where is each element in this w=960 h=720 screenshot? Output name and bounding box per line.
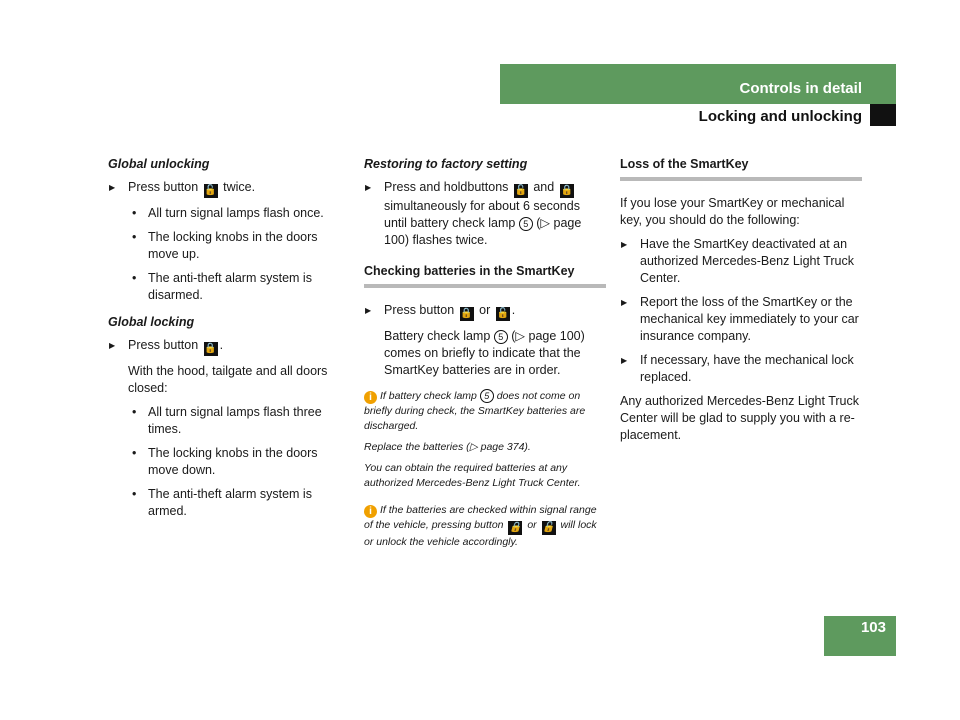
battery-check-lamp-number: 5 (494, 330, 508, 344)
info-icon: i (364, 391, 377, 404)
checking-batteries-heading: Checking batteries in the SmartKey (364, 264, 575, 278)
list-item: • The locking knobs in the doors move down. (108, 445, 348, 479)
loss-intro: If you lose your SmartKey or mechanical key, you should do the following: (620, 196, 845, 227)
unlock-icon: 🔓 (496, 308, 509, 319)
check-result-text: Battery check lamp 5 (▷ page 100) comes on briefly to indicate that the SmartKey batteries are in order. (384, 329, 585, 377)
info-note: i If the batteries are checked within signal range of the vehicle, pressing button 🔒 or 🔓 will lock or unlock the vehicle accordingly. (364, 504, 597, 548)
unlock-icon: 🔓 (542, 522, 555, 533)
global-locking-heading: Global locking (108, 315, 195, 329)
note-text: Replace the batteries (▷ page 374). (364, 441, 531, 453)
info-icon: i (364, 505, 377, 518)
column-right (620, 156, 862, 451)
list-item: ▶ Report the loss of the SmartKey or the mechanical key immediately to your car insurance company. (620, 294, 862, 345)
list-item: • The locking knobs in the doors move up. (108, 229, 348, 263)
list-item: ▶ If necessary, have the mechanical lock replaced. (620, 352, 862, 386)
chapter-title: Controls in detail (739, 80, 862, 97)
restore-step: ▶ Press and holdbuttons 🔓 and 🔒 simultaneously for about 6 seconds until battery check lamp 5 (▷ page 100) flashes twice. (364, 179, 606, 249)
check-step: ▶ Press button 🔒 or 🔓 . (364, 302, 606, 321)
column-left (108, 156, 348, 527)
list-item: • The anti-theft alarm system is disarmed. (108, 270, 348, 304)
section-divider (620, 177, 862, 181)
global-locking-condition: With the hood, tailgate and all doors closed: (128, 364, 328, 395)
section-divider (364, 284, 606, 288)
loss-of-smartkey-heading: Loss of the SmartKey (620, 157, 749, 171)
page-number: 103 (860, 619, 886, 636)
global-locking-step: ▶ Press button 🔒 . (108, 337, 348, 356)
list-item: ▶ Have the SmartKey deactivated at an authorized Mercedes-Benz Light Truck Center. (620, 236, 862, 287)
list-item: • The anti-theft alarm system is armed. (108, 486, 348, 520)
global-unlocking-heading: Global unlocking (108, 157, 210, 171)
battery-check-lamp-number: 5 (480, 389, 494, 403)
global-unlocking-step: ▶ Press button 🔓 twice. (108, 179, 348, 198)
section-tab-marker (870, 104, 896, 126)
lock-icon: 🔒 (509, 522, 522, 533)
restoring-heading: Restoring to factory setting (364, 157, 528, 171)
lock-icon: 🔒 (460, 308, 473, 319)
column-middle (364, 156, 606, 556)
list-item: • All turn signal lamps flash three times. (108, 404, 348, 438)
note-text: You can obtain the required batteries at any authorized Mercedes-Benz Light Truck Center. (364, 462, 581, 489)
info-note: i If battery check lamp 5 does not come on briefly during check, the SmartKey batteries are discharged. (364, 390, 586, 432)
loss-closing: Any authorized Mercedes-Benz Light Truck Center will be glad to supply you with a re-placement. (620, 394, 860, 442)
battery-check-lamp-number: 5 (519, 217, 533, 231)
unlock-icon: 🔓 (204, 185, 217, 196)
lock-icon: 🔒 (560, 185, 573, 196)
section-title: Locking and unlocking (698, 108, 862, 125)
unlock-icon: 🔓 (514, 185, 528, 196)
list-item: • All turn signal lamps flash once. (108, 205, 348, 222)
lock-icon: 🔒 (204, 343, 217, 354)
